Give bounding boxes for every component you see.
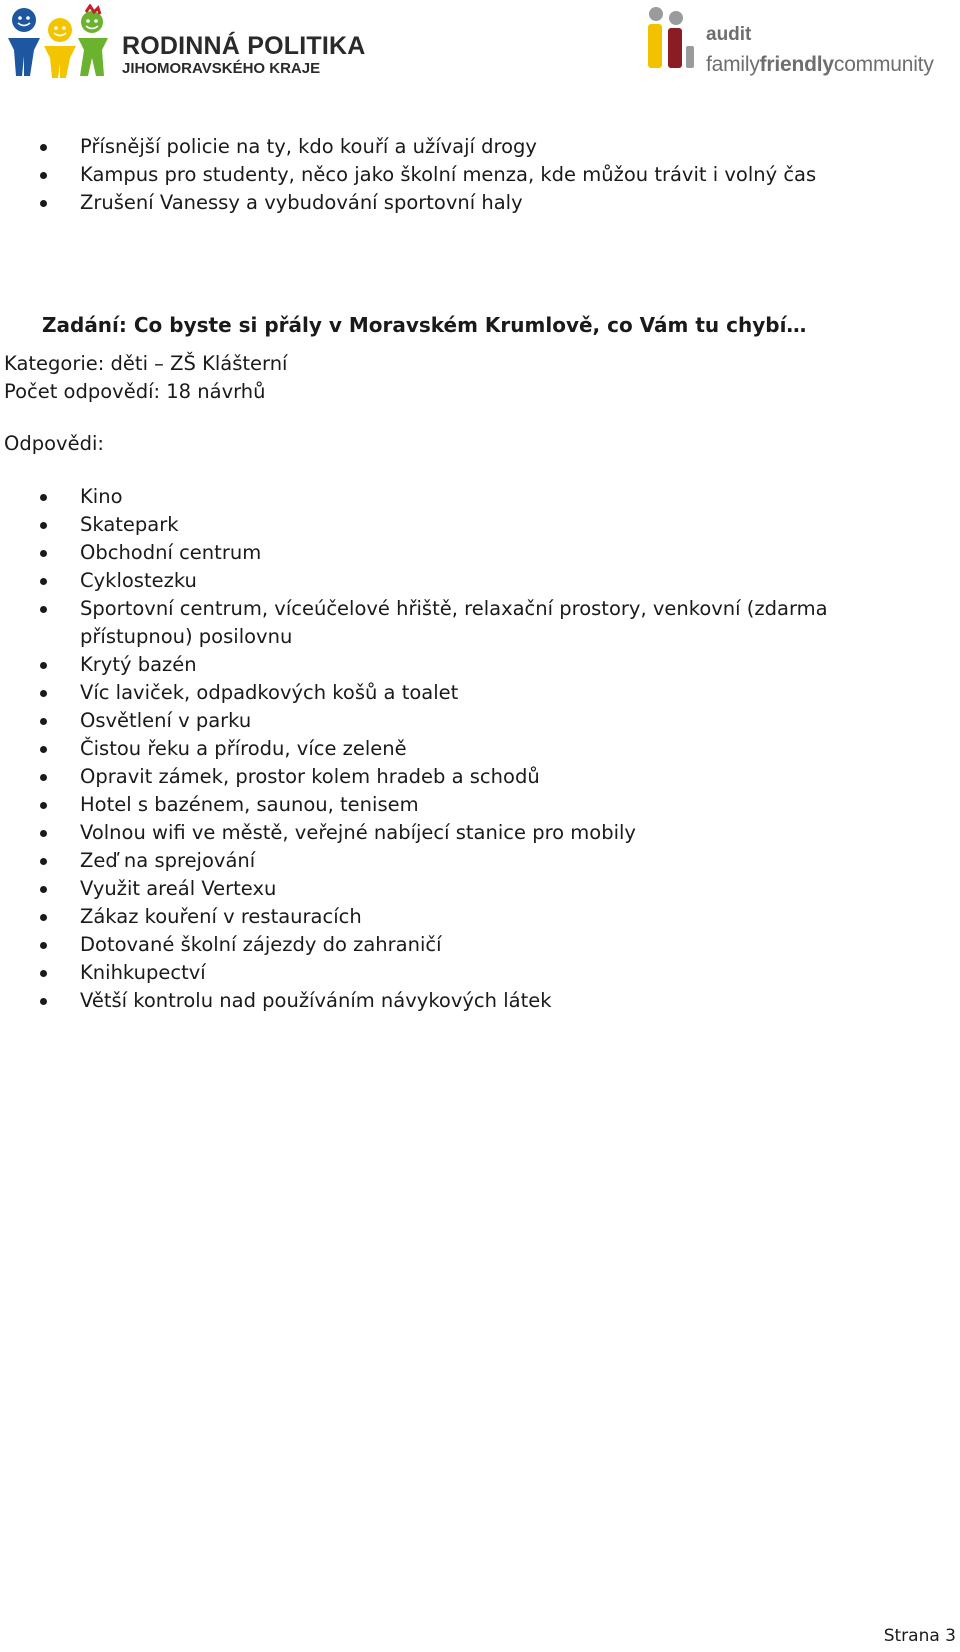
list-item	[40, 161, 816, 189]
bullet-icon	[40, 144, 47, 151]
list-item	[40, 539, 828, 567]
children-figures-icon	[4, 4, 116, 80]
page-number: Strana 3	[883, 1626, 956, 1646]
list-item-text: Přísnější policie na ty, kdo kouří a užívají drogy	[80, 135, 537, 158]
bullet-icon	[40, 802, 47, 809]
list-item-text: Osvětlení v parku	[80, 709, 252, 732]
list-item-text: Kino	[80, 485, 123, 508]
family-word: family	[706, 53, 760, 76]
bullet-icon	[40, 746, 47, 753]
audit-familyfriendly-logo	[640, 4, 956, 80]
familyfriendlycommunity-label	[706, 53, 934, 77]
list-item-text: Zrušení Vanessy a vybudování sportovní haly	[80, 191, 523, 214]
list-item	[40, 595, 828, 623]
bullet-icon	[40, 858, 47, 865]
list-item-continuation	[40, 623, 828, 651]
list-item-text: přístupnou) posilovnu	[80, 625, 293, 648]
bullet-icon	[40, 172, 47, 179]
list-item-text: Sportovní centrum, víceúčelové hřiště, relaxační prostory, venkovní (zdarma	[80, 597, 828, 620]
list-item	[40, 791, 828, 819]
list-item	[40, 931, 828, 959]
family-figures-icon	[640, 4, 700, 74]
bullet-icon	[40, 998, 47, 1005]
list-item-text: Čistou řeku a přírodu, více zeleně	[80, 737, 407, 760]
bullet-icon	[40, 578, 47, 585]
bullet-icon	[40, 662, 47, 669]
list-item	[40, 987, 828, 1015]
list-item-text: Opravit zámek, prostor kolem hradeb a schodů	[80, 765, 540, 788]
list-item	[40, 819, 828, 847]
bullet-icon	[40, 200, 47, 207]
list-item-text: Využit areál Vertexu	[80, 877, 277, 900]
list-item	[40, 707, 828, 735]
list-item-text: Cyklostezku	[80, 569, 197, 592]
bullet-icon	[40, 886, 47, 893]
bullet-icon	[40, 494, 47, 501]
rodinna-politika-logo	[4, 4, 366, 82]
list-item	[40, 511, 828, 539]
list-item-text: Hotel s bazénem, saunou, tenisem	[80, 793, 419, 816]
bullet-icon	[40, 942, 47, 949]
friendly-word: friendly	[759, 53, 834, 76]
list-item	[40, 735, 828, 763]
list-item	[40, 133, 816, 161]
count-line: Počet odpovědí: 18 návrhů	[4, 380, 266, 403]
list-item-text: Obchodní centrum	[80, 541, 262, 564]
answers-list	[40, 483, 828, 1015]
list-item-text: Víc laviček, odpadkových košů a toalet	[80, 681, 459, 704]
list-item-text: Zákaz kouření v restauracích	[80, 905, 362, 928]
bullet-icon	[40, 970, 47, 977]
list-item-text: Kampus pro studenty, něco jako školní menza, kde můžou trávit i volný čas	[80, 163, 817, 186]
list-item	[40, 875, 828, 903]
list-item	[40, 959, 828, 987]
bullet-icon	[40, 830, 47, 837]
bullet-icon	[40, 914, 47, 921]
list-item	[40, 679, 828, 707]
top-bullet-list	[40, 133, 816, 217]
bullet-icon	[40, 774, 47, 781]
list-item-text: Skatepark	[80, 513, 179, 536]
audit-label: audit	[706, 24, 752, 45]
list-item-text: Zeď na sprejování	[80, 849, 256, 872]
list-item-text: Dotované školní zájezdy do zahraničí	[80, 933, 442, 956]
bullet-icon	[40, 550, 47, 557]
category-line: Kategorie: děti – ZŠ Klášterní	[4, 352, 288, 375]
page-header	[0, 0, 960, 90]
list-item	[40, 651, 828, 679]
logo-line-2: JIHOMORAVSKÉHO KRAJE	[122, 60, 321, 77]
list-item	[40, 567, 828, 595]
logo-line-1: RODINNÁ POLITIKA	[122, 32, 366, 60]
list-item	[40, 483, 828, 511]
answers-heading: Odpovědi:	[4, 432, 104, 455]
community-word: community	[833, 53, 934, 76]
list-item	[40, 189, 816, 217]
list-item-text: Volnou wifi ve městě, veřejné nabíjecí stanice pro mobily	[80, 821, 636, 844]
bullet-icon	[40, 690, 47, 697]
list-item	[40, 763, 828, 791]
list-item-text: Krytý bazén	[80, 653, 197, 676]
bullet-icon	[40, 522, 47, 529]
list-item	[40, 903, 828, 931]
list-item	[40, 847, 828, 875]
list-item-text: Větší kontrolu nad používáním návykových látek	[80, 989, 552, 1012]
task-title: Zadání: Co byste si přály v Moravském Krumlově, co Vám tu chybí…	[42, 313, 807, 337]
bullet-icon	[40, 718, 47, 725]
list-item-text: Knihkupectví	[80, 961, 206, 984]
bullet-icon	[40, 606, 47, 613]
